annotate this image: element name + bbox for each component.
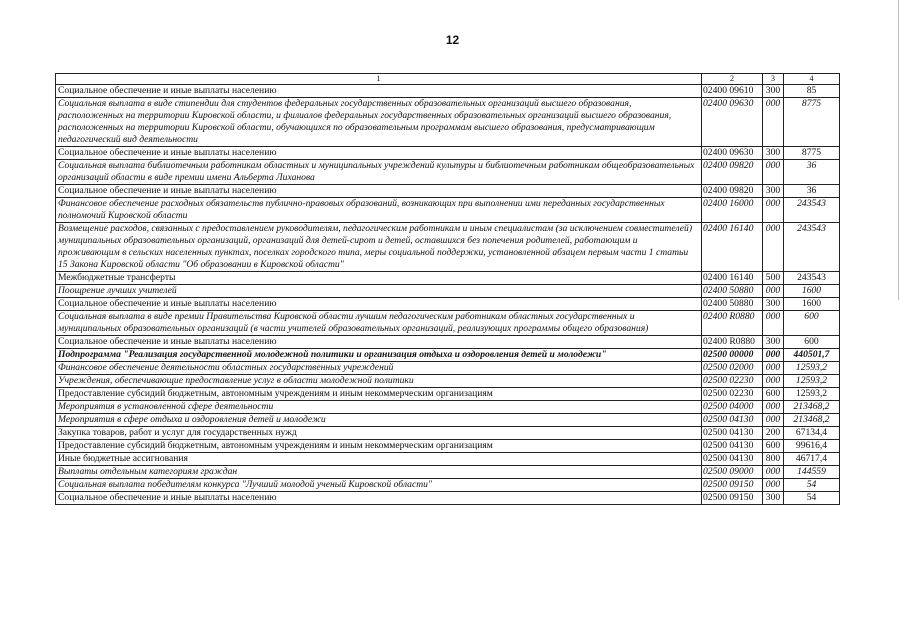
row-sum-cell: 213468,2 — [784, 414, 840, 427]
row-type-cell: 000 — [763, 198, 784, 223]
row-name-cell: Межбюджетные трансферты — [56, 272, 702, 285]
row-code-cell: 02400 16140 — [702, 223, 763, 272]
row-name-cell: Учреждения, обеспечивающие предоставление услуг в области молодежной политики — [56, 375, 702, 388]
row-type-cell: 300 — [763, 185, 784, 198]
row-name-cell: Социальное обеспечение и иные выплаты населению — [56, 298, 702, 311]
table-row — [56, 285, 840, 298]
row-code-cell: 02400 16000 — [702, 198, 763, 223]
row-code-cell: 02500 02230 — [702, 388, 763, 401]
row-name-cell: Предоставление субсидий бюджетным, автономным учреждениям и иным некоммерческим организациям — [56, 440, 702, 453]
row-code-cell: 02500 09150 — [702, 492, 763, 505]
row-type-cell: 000 — [763, 311, 784, 336]
row-type-cell: 500 — [763, 272, 784, 285]
table-row — [56, 440, 840, 453]
row-name-cell: Возмещение расходов, связанных с предоставлением руководителям, педагогическим работникам и иным специалистам (за исключением совместителей) муниципальных образовательных организаций, организаций для детей-сирот и детей, оставшихся без попечения родителей, работающим и проживающим в сельских населенных пунктах, поселках городского типа, меры социальной поддержки, установленной абзацем первым части 1 статьи 15 Закона Кировской области "Об образовании в Кировской области" — [56, 223, 702, 272]
row-sum-cell: 600 — [784, 311, 840, 336]
row-sum-cell: 85 — [784, 85, 840, 98]
row-code-cell: 02500 04130 — [702, 427, 763, 440]
table-row — [56, 223, 840, 272]
row-sum-cell: 54 — [784, 492, 840, 505]
row-code-cell: 02500 00000 — [702, 349, 763, 362]
row-sum-cell: 440501,7 — [784, 349, 840, 362]
row-sum-cell: 213468,2 — [784, 401, 840, 414]
row-sum-cell: 12593,2 — [784, 362, 840, 375]
table-row — [56, 185, 840, 198]
row-sum-cell: 12593,2 — [784, 388, 840, 401]
table-row — [56, 85, 840, 98]
table-row — [56, 401, 840, 414]
row-type-cell: 000 — [763, 414, 784, 427]
row-code-cell: 02500 04130 — [702, 440, 763, 453]
row-sum-cell: 600 — [784, 336, 840, 349]
row-name-cell: Финансовое обеспечение деятельности областных государственных учреждений — [56, 362, 702, 375]
row-type-cell: 000 — [763, 98, 784, 147]
row-type-cell: 300 — [763, 492, 784, 505]
row-name-cell: Социальная выплата победителям конкурса "Лучший молодой ученый Кировской области" — [56, 479, 702, 492]
header-col-1: 1 — [56, 74, 702, 85]
table-row — [56, 98, 840, 147]
header-col-2: 2 — [702, 74, 763, 85]
row-sum-cell: 36 — [784, 160, 840, 185]
budget-table-body — [56, 74, 840, 505]
row-code-cell: 02500 09150 — [702, 479, 763, 492]
row-type-cell: 600 — [763, 388, 784, 401]
row-type-cell: 800 — [763, 453, 784, 466]
row-sum-cell: 243543 — [784, 272, 840, 285]
row-type-cell: 300 — [763, 298, 784, 311]
table-row — [56, 147, 840, 160]
row-code-cell: 02400 09630 — [702, 147, 763, 160]
row-code-cell: 02400 50880 — [702, 285, 763, 298]
row-code-cell: 02400 50880 — [702, 298, 763, 311]
row-name-cell: Мероприятия в сфере отдыха и оздоровления детей и молодежи — [56, 414, 702, 427]
row-code-cell: 02400 09820 — [702, 185, 763, 198]
row-type-cell: 000 — [763, 362, 784, 375]
row-type-cell: 000 — [763, 466, 784, 479]
row-name-cell: Выплаты отдельным категориям граждан — [56, 466, 702, 479]
table-row — [56, 375, 840, 388]
row-sum-cell: 99616,4 — [784, 440, 840, 453]
row-name-cell: Социальное обеспечение и иные выплаты населению — [56, 85, 702, 98]
header-col-4: 4 — [784, 74, 840, 85]
row-sum-cell: 144559 — [784, 466, 840, 479]
row-code-cell: 02400 09610 — [702, 85, 763, 98]
row-type-cell: 000 — [763, 160, 784, 185]
table-row — [56, 492, 840, 505]
row-name-cell: Предоставление субсидий бюджетным, автономным учреждениям и иным некоммерческим организациям — [56, 388, 702, 401]
row-sum-cell: 243543 — [784, 198, 840, 223]
row-code-cell: 02400 R0880 — [702, 311, 763, 336]
row-code-cell: 02500 04130 — [702, 414, 763, 427]
row-name-cell: Мероприятия в установленной сфере деятельности — [56, 401, 702, 414]
row-name-cell: Иные бюджетные ассигнования — [56, 453, 702, 466]
row-type-cell: 200 — [763, 427, 784, 440]
table-row — [56, 414, 840, 427]
table-row — [56, 160, 840, 185]
row-name-cell: Финансовое обеспечение расходных обязательств публично-правовых образований, возникающих при выполнении ими переданных государственных полномочий Кировской области — [56, 198, 702, 223]
table-row — [56, 336, 840, 349]
table-header-row — [56, 74, 840, 85]
row-type-cell: 000 — [763, 349, 784, 362]
table-row — [56, 453, 840, 466]
row-code-cell: 02500 04000 — [702, 401, 763, 414]
table-row — [56, 466, 840, 479]
row-sum-cell: 8775 — [784, 147, 840, 160]
row-type-cell: 000 — [763, 285, 784, 298]
row-sum-cell: 12593,2 — [784, 375, 840, 388]
row-code-cell: 02400 R0880 — [702, 336, 763, 349]
row-name-cell: Закупка товаров, работ и услуг для государственных нужд — [56, 427, 702, 440]
row-type-cell: 600 — [763, 440, 784, 453]
table-row — [56, 272, 840, 285]
table-row — [56, 362, 840, 375]
table-row — [56, 388, 840, 401]
row-type-cell: 000 — [763, 375, 784, 388]
table-row — [56, 479, 840, 492]
row-code-cell: 02500 02000 — [702, 362, 763, 375]
row-type-cell: 000 — [763, 479, 784, 492]
row-name-cell: Социальная выплата библиотечным работникам областных и муниципальных учреждений культуры и библиотечным работникам общеобразовательных организаций области в виде премии имени Альберта Лиханова — [56, 160, 702, 185]
row-code-cell: 02500 09000 — [702, 466, 763, 479]
row-sum-cell: 36 — [784, 185, 840, 198]
row-sum-cell: 46717,4 — [784, 453, 840, 466]
table-row — [56, 311, 840, 336]
table-row — [56, 298, 840, 311]
row-sum-cell: 1600 — [784, 298, 840, 311]
row-type-cell: 000 — [763, 401, 784, 414]
row-name-cell: Социальное обеспечение и иные выплаты населению — [56, 147, 702, 160]
row-sum-cell: 67134,4 — [784, 427, 840, 440]
budget-table — [55, 73, 840, 505]
row-name-cell: Поощрение лучших учителей — [56, 285, 702, 298]
scan-edge — [898, 0, 899, 300]
row-code-cell: 02400 16140 — [702, 272, 763, 285]
row-name-cell: Социальное обеспечение и иные выплаты населению — [56, 492, 702, 505]
row-name-cell: Социальная выплата в виде стипендии для студентов федеральных государственных образовательных организаций высшего образования, расположенных на территории Кировской области, и филиалов федеральных государственных образовательных организаций высшего образования, расположенных на территории Кировской области, обучающихся по образовательным программам высшего образования, предусматривающим педагогический вид деятельности — [56, 98, 702, 147]
row-type-cell: 300 — [763, 85, 784, 98]
row-type-cell: 000 — [763, 223, 784, 272]
row-code-cell: 02500 02230 — [702, 375, 763, 388]
row-sum-cell: 243543 — [784, 223, 840, 272]
row-code-cell: 02400 09630 — [702, 98, 763, 147]
table-row — [56, 198, 840, 223]
row-sum-cell: 1600 — [784, 285, 840, 298]
row-name-cell: Социальное обеспечение и иные выплаты населению — [56, 336, 702, 349]
row-type-cell: 300 — [763, 336, 784, 349]
row-name-cell: Подпрограмма "Реализация государственной молодежной политики и организация отдыха и оздоровления детей и молодежи" — [56, 349, 702, 362]
row-name-cell: Социальная выплата в виде премии Правительства Кировской области лучшим педагогическим работникам областных государственных и муниципальных образовательных организаций (в части учителей образовательных организаций, реализующих программы общего образования) — [56, 311, 702, 336]
table-row — [56, 427, 840, 440]
row-sum-cell: 54 — [784, 479, 840, 492]
row-code-cell: 02400 09820 — [702, 160, 763, 185]
row-code-cell: 02500 04130 — [702, 453, 763, 466]
header-col-3: 3 — [763, 74, 784, 85]
row-type-cell: 300 — [763, 147, 784, 160]
table-row — [56, 349, 840, 362]
page-number: 12 — [445, 33, 460, 47]
row-name-cell: Социальное обеспечение и иные выплаты населению — [56, 185, 702, 198]
row-sum-cell: 8775 — [784, 98, 840, 147]
